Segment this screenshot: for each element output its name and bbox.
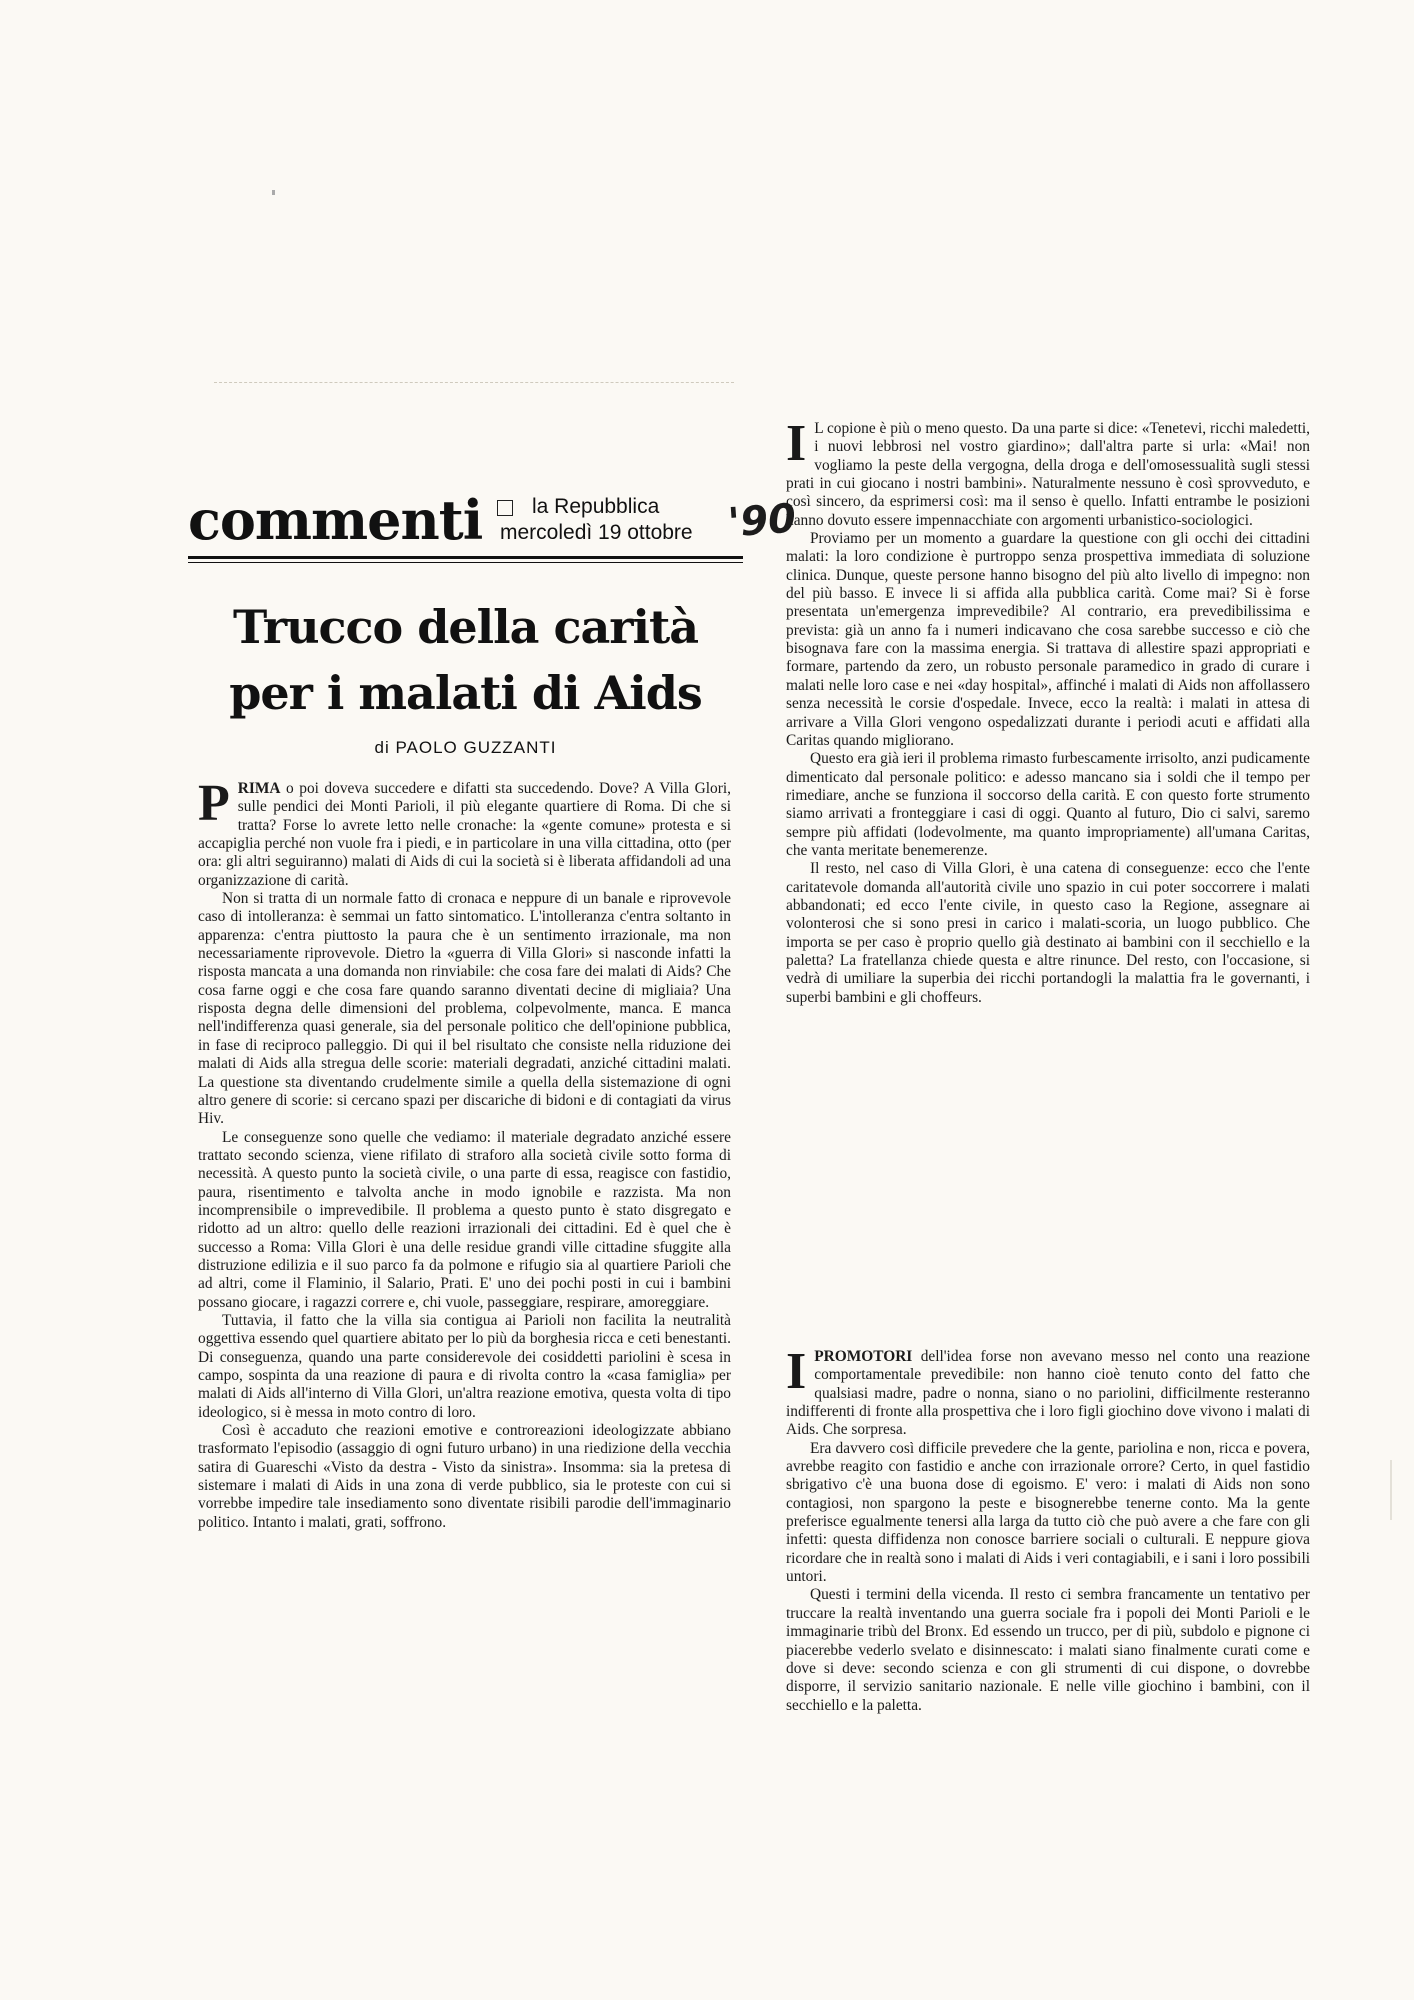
lead-word: PROMOTORI (814, 1348, 913, 1365)
paragraph: Le conseguenze sono quelle che vediamo: il materiale degradato anziché essere trattato secondo scienza, viene rifilato di straforo alla società civile sotto forma di necessità. A questo punto la società civile, o una parte di essa, reagisce con fastidio, paura, risentimento e talvolta anche in modo ignobile e razzista. Ma non incomprensibile o imprevedibile. Il problema a questo punto è stato disgregato e ridotto ad un altro: quello delle reazioni irrazionali dei cittadini. Ed è quel che è successo a Roma: Villa Glori è una delle residue grandi ville cittadine sfuggite alla distruzione edilizia e il suo parco fa da polmone e rifugio sia al quartiere Parioli che ad altri, come il Flaminio, il Salario, Prati. E' uno dei pochi posti in cui i bambini possano giocare, i ragazzi correre e, chi vuole, passeggiare, respirare, amoreggiare. (198, 1128, 731, 1311)
paragraph (198, 775, 731, 890)
paragraph-text: dell'idea forse non avevano messo nel conto una reazione comportamentale prevedibile: non hanno cioè tenuto conto del fatto che qualsiasi madre, padre o nonna, siano o no pariolini, difficilmente resteranno indifferenti di fronte alla prospettiva che i loro figli giochino dove vivono i malati di Aids. Che sorpresa. (786, 1348, 1311, 1439)
article-byline: di PAOLO GUZZANTI (374, 738, 557, 757)
paragraph (786, 415, 1310, 530)
handwritten-year: '90 (726, 495, 798, 547)
fold-line (214, 382, 734, 383)
paragraph: Era davvero così difficile prevedere che la gente, pariolina e non, ricca e povera, avrebbe reagito con fastidio e anche con irrazionale orrore? Certo, in quel fastidio sbrigativo c'è una buona dose di egoismo. E' vero: i malati di Aids non sono contagiosi, non spargono la peste e bisognerebbe tenerne conto. Ma la gente preferisce egualmente tenersi alla larga da tutto ciò che può avere a che fare con gli infetti: questa diffidenza non conosce barriere sociali o culturali. E neppure giova ricordare che in realtà sono i malati di Aids i veri contagiabili, e i sani i loro possibili untori. (786, 1439, 1310, 1586)
paragraph: Proviamo per un momento a guardare la questione con gli occhi dei cittadini malati: la loro condizione è purtroppo senza prospettiva immediata di soluzione clinica. Dunque, queste persone hanno bisogno del più alto livello di impegno: non del più basso. E invece li si affida alla pubblica carità. Come mai? Si è forse presentata un'emergenza imprevedibile? Al contrario, era prevedibilissima e prevista: già un anno fa i numeri indicavano che cosa sarebbe successo e ciò che bisognava fare con la massima energia. Si trattava di allestire spazi appropriati e formare, partendo da zero, un robusto personale paramedico in grado di curare i malati nelle loro case e nei «day hospital», affinché i malati di Aids non affollassero senza necessità le corsie d'ospedale. Invece, ecco la realtà: i malati in attesa di arrivare a Villa Glori vengono ospedalizzati durante i periodi acuti e affidati alla Caritas quando migliorano. (786, 530, 1310, 749)
paragraph: Il resto, nel caso di Villa Glori, è una catena di conseguenze: ecco che l'ente caritatevole domanda all'autorità civile uno spazio in cui poter soccorrere i malati abbandonati; ed ecco l'ente civile, in questo caso la Regione, assegnare ai volonterosi che si sono presi in carico i malati-scoria, un luogo pubblico. Che importa se per caso è proprio quello già destinato ai bambini con il secchiello e la paletta? La fratellanza chiede questa e altre rinunce. Del resto, con l'occasione, si vedrà di umiliare la superbia dei ricchi portandogli la malattia fra le governanti, i superbi bambini e gli choffeurs. (786, 860, 1310, 1006)
paragraph: Non si tratta di un normale fatto di cronaca e neppure di un banale e riprovevole caso di intolleranza: è semmai un fatto sintomatico. L'intolleranza c'entra soltanto in apparenza: c'entra piuttosto la paura che è un sentimento irrazionale, ma non necessariamente riprovevole. Dietro la «guerra di Villa Glori» si nasconde infatti la risposta mancata a una domanda non rinviabile: che cosa fare dei malati di Aids? Che cosa farne oggi e che cosa fare quando saranno diventati decine di migliaia? Una risposta degna delle dimensioni del problema, colpevolmente, manca. E manca nell'indifferenza quasi generale, sia del personale politico che dell'opinione pubblica, in fase di reciproco palleggio. Di qui il bel risultato che consiste nella riduzione dei malati di Aids alla stregua delle scorie: materiali degradati, anziché cittadini malati. La questione sta diventando crudelmente simile a quella della sistemazione di ogni altro genere di scorie: si cercano spazi per discariche di bidoni e di contagiati da virus Hiv. (198, 890, 731, 1128)
publication-date: mercoledì 19 ottobre (500, 521, 693, 544)
article-column-3 (786, 1343, 1311, 1715)
newspaper-name: la Repubblica (532, 495, 660, 518)
article-title: Trucco della carità per i malati di Aids (229, 600, 702, 720)
checkbox-square-icon (497, 500, 513, 516)
paragraph-text: o poi doveva succedere e difatti sta succedendo. Dove? A Villa Glori, sulle pendici dei Monti Parioli, il più elegante quartiere di Roma. Di che si tratta? Forse lo avrete letto nelle cronache: la «gente comune» protesta e si accapiglia perché non vuole fra i piedi, e in particolare in una villa cittadina, otto (per ora: gli altri seguiranno) malati di Aids di cui la società si è liberata affidandoli ad una organizzazione di carità. (198, 780, 731, 889)
lead-word: RIMA (237, 780, 281, 797)
paragraph-text: L copione è più o meno questo. Da una parte si dice: «Tenetevi, ricchi maledetti, i nuovi lebbrosi nel vostro giardino»; dall'altra parte si urla: «Mai! non vogliamo la peste della vergogna, della droga e dell'omosessualità sugli stessi prati in cui giocano i nostri bambini». Naturalmente nessuno è così sprovveduto, e così sincero, da esprimersi così: ma il senso è quello. Infatti entrambe le posizioni hanno dovuto essere impennacchiate con argomenti urbanistico-sociologici. (786, 420, 1310, 529)
paragraph: Tuttavia, il fatto che la villa sia contigua ai Parioli non facilita la neutralità oggettiva essendo quel quartiere abitato per lo più da borghesia ricca e ceti benestanti. Di conseguenza, quando una parte considerevole dei cosiddetti pariolini è scesa in campo, sospinta da una reazione di paura e di rivolta contro la «casa famiglia» per malati di Aids all'interno di Villa Glori, un'altra reazione emotiva, questa volta di tipo ideologico, si è messa in moto contro di loro. (198, 1311, 731, 1421)
dropcap: P (198, 775, 230, 832)
paper-crease (1390, 1460, 1392, 1520)
dropcap: I (786, 415, 807, 472)
section-title: commenti (188, 488, 483, 552)
dropcap: I (786, 1343, 807, 1400)
header-rule-thin (188, 562, 743, 563)
paragraph (786, 1343, 1311, 1440)
header-rule (188, 556, 743, 559)
paragraph: Così è accaduto che reazioni emotive e controreazioni ideologizzate abbiano trasformato l'episodio (assaggio di ogni futuro urbano) in una riedizione della vecchia satira di Guareschi «Visto da destra - Visto da sinistra». Insomma: sia la pretesa di sistemare i malati di Aids in una zona di verde pubblico, sia le proteste con cui si vorrebbe impedire tale insediamento sono diventate risibili parodie dell'immaginario politico. Intanto i malati, grati, soffrono. (198, 1422, 731, 1531)
paragraph: Questo era già ieri il problema rimasto furbescamente irrisolto, anzi pudicamente dimenticato dal personale politico: e adesso mancano sia i soldi che il tempo per rimediare, anche se funziona il soccorso della carità. E con questo forte strumento siamo arrivati a fronteggiare i casi di oggi. Quanto al futuro, Dio ci salvi, saremo sempre più affidati (lodevolmente, ma quanto impropriamente) all'umana Caritas, che vanta meritate benemerenze. (786, 750, 1310, 859)
article-column-1 (198, 775, 731, 1532)
paper-speck (272, 190, 275, 195)
article-column-2 (786, 415, 1310, 1007)
paragraph: Questi i termini della vicenda. Il resto ci sembra francamente un tentativo per truccare la realtà inventando una guerra sociale fra i popoli dei Monti Parioli e le immaginarie tribù del Bronx. Ed essendo un trucco, per di più, subdolo e pignone ci piacerebbe vederlo svelato e disinnescato: i malati siano finalmente curati come e dove si deve: secondo scienza e con gli strumenti di cui dispone, o dovrebbe disporre, il servizio sanitario nazionale. E nelle ville giochino i bambini, con il secchiello e la paletta. (786, 1586, 1310, 1714)
